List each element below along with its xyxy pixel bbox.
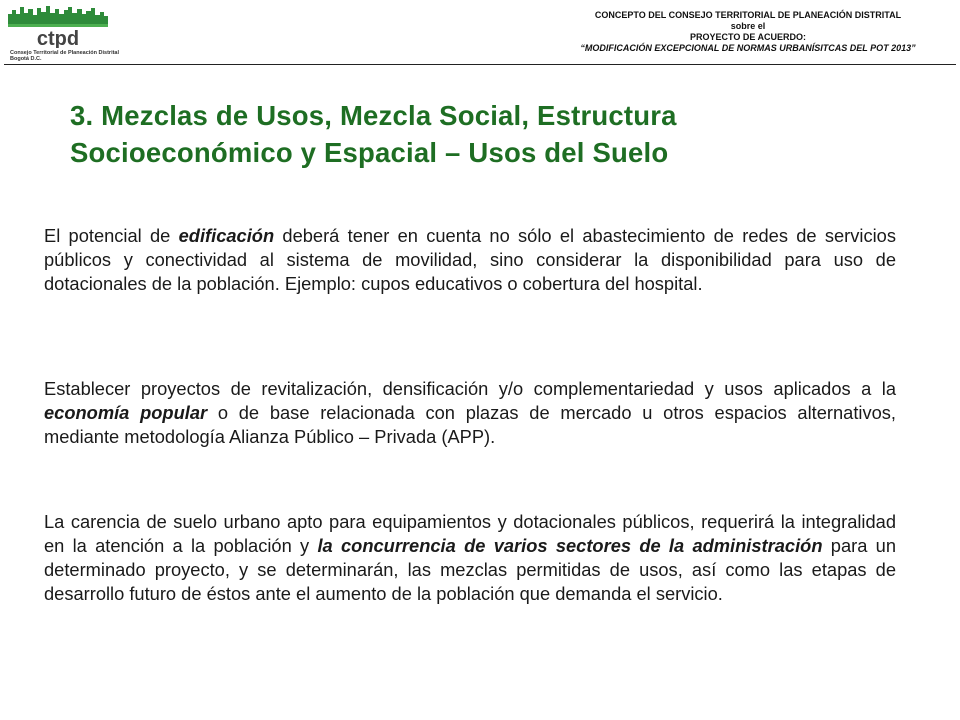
paragraph-text: La carencia de suelo urbano apto para equipamientos y dotacionales públicos, requerirá la integralidad en la atención a la población y <box>44 511 896 556</box>
paragraph-emphasis: edificación <box>178 225 275 246</box>
header-line-4: “MODIFICACIÓN EXCEPCIONAL DE NORMAS URBANÍSITCAS DEL POT 2013” <box>580 43 916 53</box>
logo-caption-line1: Consejo Territorial de Planeación Distrital <box>10 50 120 56</box>
slide-title: 3. Mezclas de Usos, Mezcla Social, Estructura Socioeconómico y Espacial – Usos del Suelo <box>70 100 677 168</box>
city-skyline-logo-icon <box>6 4 110 48</box>
logo-caption-line2: Bogotá D.C. <box>10 56 42 62</box>
document-header <box>488 10 960 54</box>
paragraph-economia-popular <box>44 377 896 449</box>
paragraph-text: o de base relacionada con plazas de mercado u otros espacios alternativos, mediante metodología Alianza Público – Privada (APP). <box>44 402 896 447</box>
header-line-3: PROYECTO DE ACUERDO: <box>689 32 806 42</box>
paragraph-text: Establecer proyectos de revitalización, densificación y/o complementariedad y usos aplicados a la <box>44 378 896 399</box>
ctpd-logo <box>6 4 120 62</box>
paragraph-emphasis: la concurrencia de varios sectores de la administración <box>317 535 823 556</box>
paragraph-text: deberá tener en cuenta no sólo el abastecimiento de redes de servicios públicos y conectividad al sistema de movilidad, sino considerar la disponibilidad para uso de dotacionales de la población. Ejemplo: cupos educativos o cobertura del hospital. <box>44 225 896 294</box>
paragraph-edificacion <box>44 224 896 296</box>
logo-caption <box>10 50 119 62</box>
logo-brand-text: ctpd <box>36 28 80 48</box>
paragraph-suelo-urbano <box>44 510 896 606</box>
paragraph-text: El potencial de <box>44 225 179 246</box>
header-line-1: CONCEPTO DEL CONSEJO TERRITORIAL DE PLANEACIÓN DISTRITAL <box>594 10 902 20</box>
paragraph-emphasis: economía popular <box>44 402 208 423</box>
header-divider <box>4 64 956 65</box>
header-line-2: sobre el <box>730 21 766 31</box>
paragraph-text: para un determinado proyecto, y se determinarán, las mezclas permitidas de usos, así como las etapas de desarrollo futuro de éstos ante el aumento de la población que demanda el servicio. <box>44 535 896 604</box>
